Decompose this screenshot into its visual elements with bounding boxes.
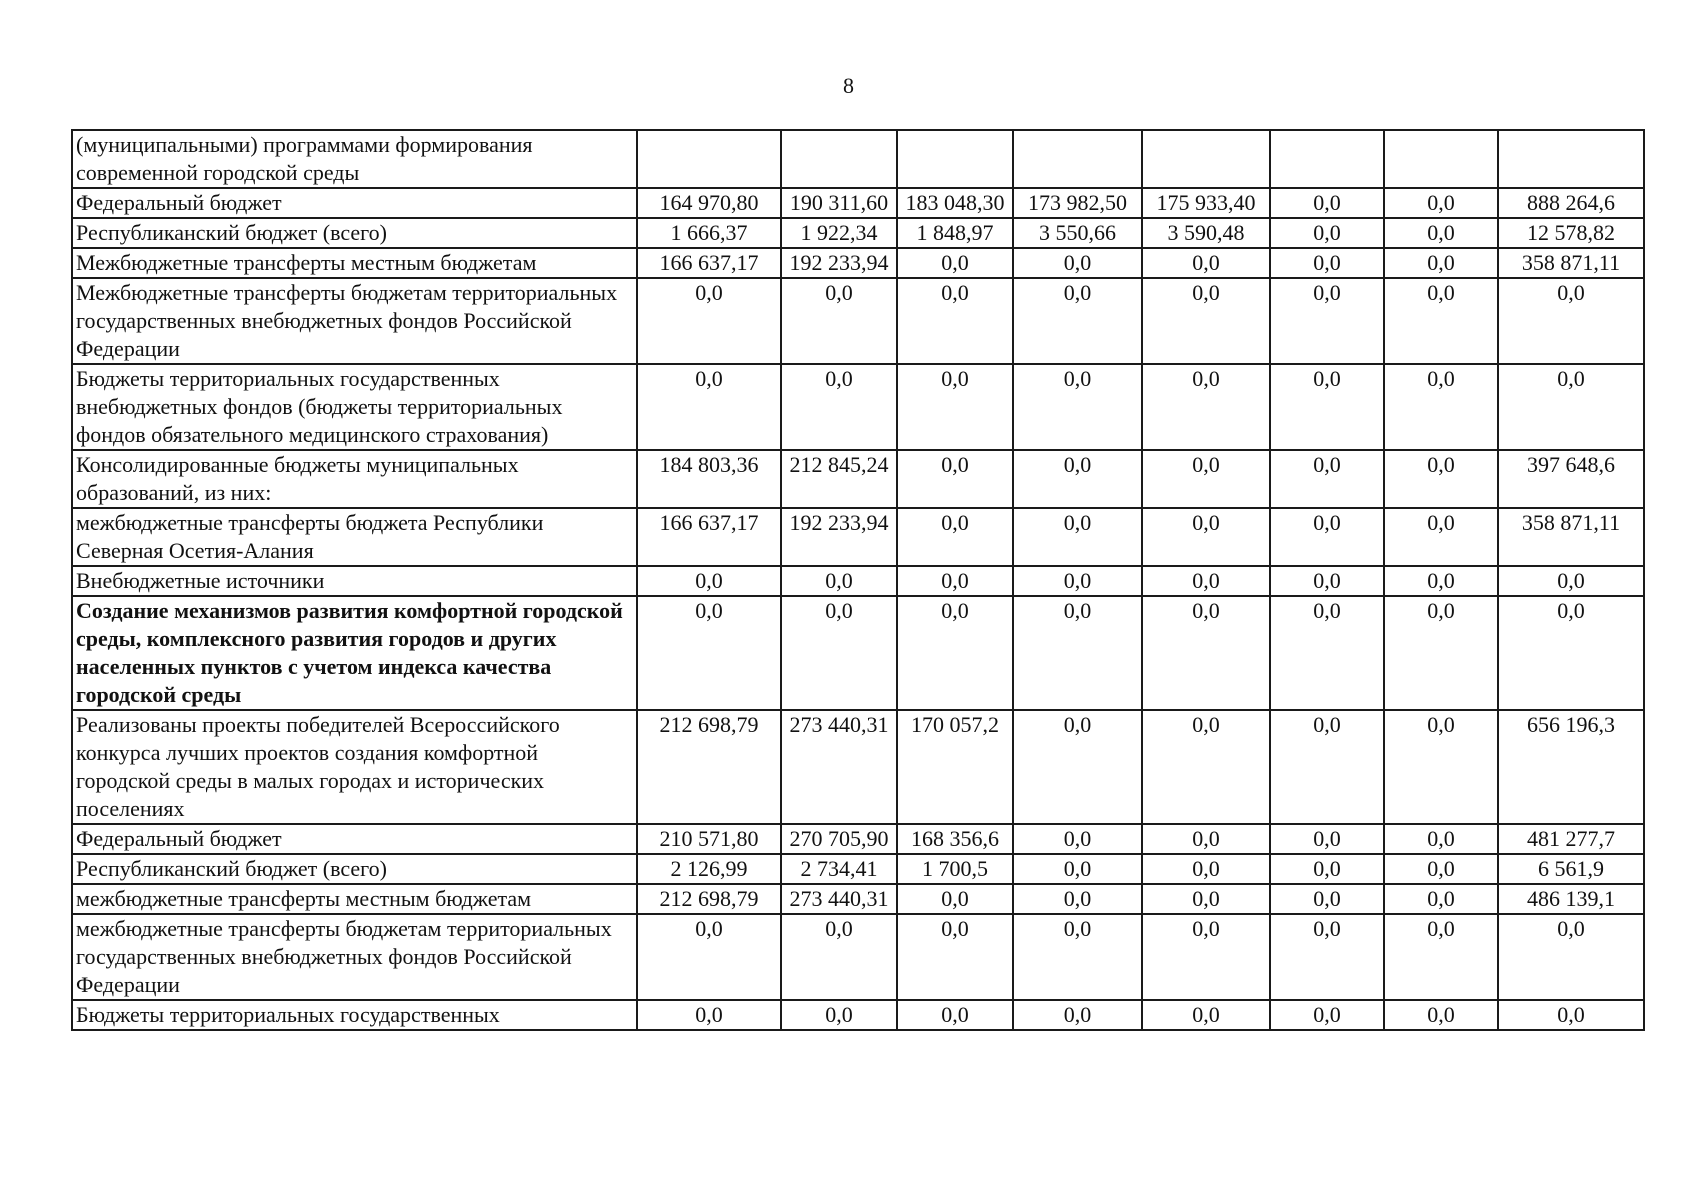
cell-value: 0,0 bbox=[1142, 824, 1270, 854]
cell-value: 0,0 bbox=[1013, 508, 1142, 566]
row-label: межбюджетные трансферты бюджетам территориальных государственных внебюджетных фондов Российской Федерации bbox=[72, 914, 637, 1000]
cell-value: 212 698,79 bbox=[637, 710, 781, 824]
cell-value: 481 277,7 bbox=[1498, 824, 1644, 854]
cell-value: 0,0 bbox=[1013, 596, 1142, 710]
cell-value: 0,0 bbox=[1384, 566, 1498, 596]
cell-value: 0,0 bbox=[1384, 1000, 1498, 1030]
cell-value: 2 126,99 bbox=[637, 854, 781, 884]
budget-table bbox=[71, 129, 1645, 1031]
cell-value: 0,0 bbox=[1384, 218, 1498, 248]
table-row-section-heading bbox=[72, 596, 1644, 710]
cell-value: 166 637,17 bbox=[637, 248, 781, 278]
cell-value: 0,0 bbox=[637, 1000, 781, 1030]
cell-value: 0,0 bbox=[1270, 278, 1384, 364]
cell-value: 166 637,17 bbox=[637, 508, 781, 566]
table-row bbox=[72, 914, 1644, 1000]
row-label: Межбюджетные трансферты бюджетам территориальных государственных внебюджетных фондов Российской Федерации bbox=[72, 278, 637, 364]
cell-value: 12 578,82 bbox=[1498, 218, 1644, 248]
cell-value: 0,0 bbox=[1270, 824, 1384, 854]
cell-value: 358 871,11 bbox=[1498, 508, 1644, 566]
row-label: Реализованы проекты победителей Всероссийского конкурса лучших проектов создания комфортной городской среды в малых городах и исторических поселениях bbox=[72, 710, 637, 824]
cell-value: 0,0 bbox=[1384, 824, 1498, 854]
cell-value: 192 233,94 bbox=[781, 508, 897, 566]
cell-value: 0,0 bbox=[1013, 566, 1142, 596]
table-row bbox=[72, 450, 1644, 508]
cell-value: 6 561,9 bbox=[1498, 854, 1644, 884]
table-row bbox=[72, 566, 1644, 596]
cell-value: 0,0 bbox=[897, 248, 1013, 278]
table-body bbox=[72, 130, 1644, 1030]
cell-value: 0,0 bbox=[1270, 884, 1384, 914]
cell-value: 0,0 bbox=[1384, 596, 1498, 710]
cell-value: 183 048,30 bbox=[897, 188, 1013, 218]
row-label: межбюджетные трансферты бюджета Республики Северная Осетия-Алания bbox=[72, 508, 637, 566]
cell-value: 273 440,31 bbox=[781, 884, 897, 914]
cell-value bbox=[1498, 130, 1644, 188]
cell-value: 0,0 bbox=[781, 914, 897, 1000]
table-row bbox=[72, 248, 1644, 278]
cell-value: 0,0 bbox=[1498, 596, 1644, 710]
cell-value: 0,0 bbox=[781, 1000, 897, 1030]
row-label: Республиканский бюджет (всего) bbox=[72, 854, 637, 884]
cell-value: 0,0 bbox=[1270, 854, 1384, 884]
cell-value: 212 845,24 bbox=[781, 450, 897, 508]
cell-value: 175 933,40 bbox=[1142, 188, 1270, 218]
table-row bbox=[72, 188, 1644, 218]
cell-value: 164 970,80 bbox=[637, 188, 781, 218]
cell-value: 0,0 bbox=[1270, 364, 1384, 450]
cell-value: 0,0 bbox=[1384, 248, 1498, 278]
table-row bbox=[72, 884, 1644, 914]
cell-value: 0,0 bbox=[1142, 450, 1270, 508]
cell-value: 0,0 bbox=[1142, 248, 1270, 278]
cell-value: 173 982,50 bbox=[1013, 188, 1142, 218]
cell-value: 0,0 bbox=[1498, 914, 1644, 1000]
table-row bbox=[72, 710, 1644, 824]
cell-value: 888 264,6 bbox=[1498, 188, 1644, 218]
table-row bbox=[72, 1000, 1644, 1030]
cell-value: 0,0 bbox=[1013, 248, 1142, 278]
cell-value: 2 734,41 bbox=[781, 854, 897, 884]
row-label: Внебюджетные источники bbox=[72, 566, 637, 596]
cell-value: 0,0 bbox=[1013, 364, 1142, 450]
table-row bbox=[72, 130, 1644, 188]
cell-value: 656 196,3 bbox=[1498, 710, 1644, 824]
cell-value: 0,0 bbox=[1384, 884, 1498, 914]
cell-value: 0,0 bbox=[1142, 508, 1270, 566]
cell-value: 0,0 bbox=[1384, 450, 1498, 508]
cell-value bbox=[781, 130, 897, 188]
cell-value: 0,0 bbox=[1142, 278, 1270, 364]
cell-value: 0,0 bbox=[637, 566, 781, 596]
cell-value: 1 700,5 bbox=[897, 854, 1013, 884]
cell-value: 1 922,34 bbox=[781, 218, 897, 248]
cell-value: 0,0 bbox=[897, 884, 1013, 914]
cell-value bbox=[1142, 130, 1270, 188]
cell-value: 0,0 bbox=[897, 364, 1013, 450]
cell-value: 0,0 bbox=[897, 596, 1013, 710]
cell-value: 190 311,60 bbox=[781, 188, 897, 218]
cell-value: 0,0 bbox=[1384, 278, 1498, 364]
cell-value: 0,0 bbox=[897, 914, 1013, 1000]
row-label: Республиканский бюджет (всего) bbox=[72, 218, 637, 248]
cell-value: 0,0 bbox=[637, 596, 781, 710]
cell-value: 3 550,66 bbox=[1013, 218, 1142, 248]
cell-value: 168 356,6 bbox=[897, 824, 1013, 854]
cell-value: 0,0 bbox=[1384, 854, 1498, 884]
cell-value: 0,0 bbox=[1498, 566, 1644, 596]
cell-value: 0,0 bbox=[781, 278, 897, 364]
cell-value: 1 666,37 bbox=[637, 218, 781, 248]
cell-value: 0,0 bbox=[1498, 278, 1644, 364]
cell-value bbox=[1270, 130, 1384, 188]
cell-value: 0,0 bbox=[1013, 854, 1142, 884]
cell-value: 0,0 bbox=[1013, 450, 1142, 508]
row-label: Бюджеты территориальных государственных внебюджетных фондов (бюджеты территориальных фондов обязательного медицинского страхования) bbox=[72, 364, 637, 450]
cell-value: 270 705,90 bbox=[781, 824, 897, 854]
cell-value: 0,0 bbox=[1013, 710, 1142, 824]
page-number: 8 bbox=[843, 73, 854, 98]
cell-value: 0,0 bbox=[1384, 364, 1498, 450]
cell-value: 192 233,94 bbox=[781, 248, 897, 278]
cell-value: 0,0 bbox=[1013, 278, 1142, 364]
cell-value: 0,0 bbox=[1270, 188, 1384, 218]
cell-value: 0,0 bbox=[1270, 218, 1384, 248]
cell-value: 0,0 bbox=[1270, 1000, 1384, 1030]
cell-value: 273 440,31 bbox=[781, 710, 897, 824]
row-label: межбюджетные трансферты местным бюджетам bbox=[72, 884, 637, 914]
cell-value bbox=[1013, 130, 1142, 188]
cell-value: 0,0 bbox=[781, 596, 897, 710]
cell-value: 397 648,6 bbox=[1498, 450, 1644, 508]
cell-value bbox=[897, 130, 1013, 188]
cell-value: 210 571,80 bbox=[637, 824, 781, 854]
cell-value: 0,0 bbox=[1384, 188, 1498, 218]
cell-value: 0,0 bbox=[1142, 710, 1270, 824]
cell-value: 0,0 bbox=[1013, 914, 1142, 1000]
cell-value: 486 139,1 bbox=[1498, 884, 1644, 914]
cell-value: 0,0 bbox=[1270, 566, 1384, 596]
row-label: (муниципальными) программами формирования современной городской среды bbox=[72, 130, 637, 188]
cell-value: 1 848,97 bbox=[897, 218, 1013, 248]
cell-value: 0,0 bbox=[1013, 1000, 1142, 1030]
row-label: Федеральный бюджет bbox=[72, 824, 637, 854]
cell-value bbox=[637, 130, 781, 188]
cell-value: 0,0 bbox=[1270, 450, 1384, 508]
cell-value: 0,0 bbox=[1013, 824, 1142, 854]
cell-value: 0,0 bbox=[781, 566, 897, 596]
table-row bbox=[72, 218, 1644, 248]
cell-value: 0,0 bbox=[637, 278, 781, 364]
cell-value: 0,0 bbox=[1142, 914, 1270, 1000]
table-row bbox=[72, 508, 1644, 566]
cell-value: 0,0 bbox=[1384, 914, 1498, 1000]
cell-value: 0,0 bbox=[1142, 364, 1270, 450]
cell-value: 0,0 bbox=[1498, 364, 1644, 450]
cell-value: 0,0 bbox=[1384, 710, 1498, 824]
cell-value: 0,0 bbox=[1270, 710, 1384, 824]
cell-value: 0,0 bbox=[1384, 508, 1498, 566]
cell-value: 358 871,11 bbox=[1498, 248, 1644, 278]
row-label: Межбюджетные трансферты местным бюджетам bbox=[72, 248, 637, 278]
cell-value: 0,0 bbox=[1142, 884, 1270, 914]
cell-value: 0,0 bbox=[1142, 854, 1270, 884]
cell-value: 0,0 bbox=[897, 508, 1013, 566]
cell-value: 0,0 bbox=[1142, 1000, 1270, 1030]
cell-value: 0,0 bbox=[1270, 248, 1384, 278]
cell-value: 0,0 bbox=[897, 566, 1013, 596]
cell-value: 0,0 bbox=[897, 278, 1013, 364]
cell-value bbox=[1384, 130, 1498, 188]
cell-value: 170 057,2 bbox=[897, 710, 1013, 824]
cell-value: 0,0 bbox=[1498, 1000, 1644, 1030]
cell-value: 0,0 bbox=[637, 914, 781, 1000]
cell-value: 0,0 bbox=[1142, 596, 1270, 710]
row-label: Бюджеты территориальных государственных bbox=[72, 1000, 637, 1030]
row-label: Создание механизмов развития комфортной городской среды, комплексного развития городов и других населенных пунктов с учетом индекса качества городской среды bbox=[72, 596, 637, 710]
cell-value: 184 803,36 bbox=[637, 450, 781, 508]
cell-value: 0,0 bbox=[1270, 596, 1384, 710]
cell-value: 0,0 bbox=[637, 364, 781, 450]
cell-value: 0,0 bbox=[1270, 914, 1384, 1000]
cell-value: 212 698,79 bbox=[637, 884, 781, 914]
cell-value: 0,0 bbox=[1270, 508, 1384, 566]
table-row bbox=[72, 364, 1644, 450]
row-label: Консолидированные бюджеты муниципальных образований, из них: bbox=[72, 450, 637, 508]
table-row bbox=[72, 854, 1644, 884]
row-label: Федеральный бюджет bbox=[72, 188, 637, 218]
cell-value: 0,0 bbox=[1142, 566, 1270, 596]
cell-value: 0,0 bbox=[897, 450, 1013, 508]
table-row bbox=[72, 278, 1644, 364]
cell-value: 0,0 bbox=[1013, 884, 1142, 914]
cell-value: 0,0 bbox=[781, 364, 897, 450]
table-row bbox=[72, 824, 1644, 854]
cell-value: 3 590,48 bbox=[1142, 218, 1270, 248]
cell-value: 0,0 bbox=[897, 1000, 1013, 1030]
